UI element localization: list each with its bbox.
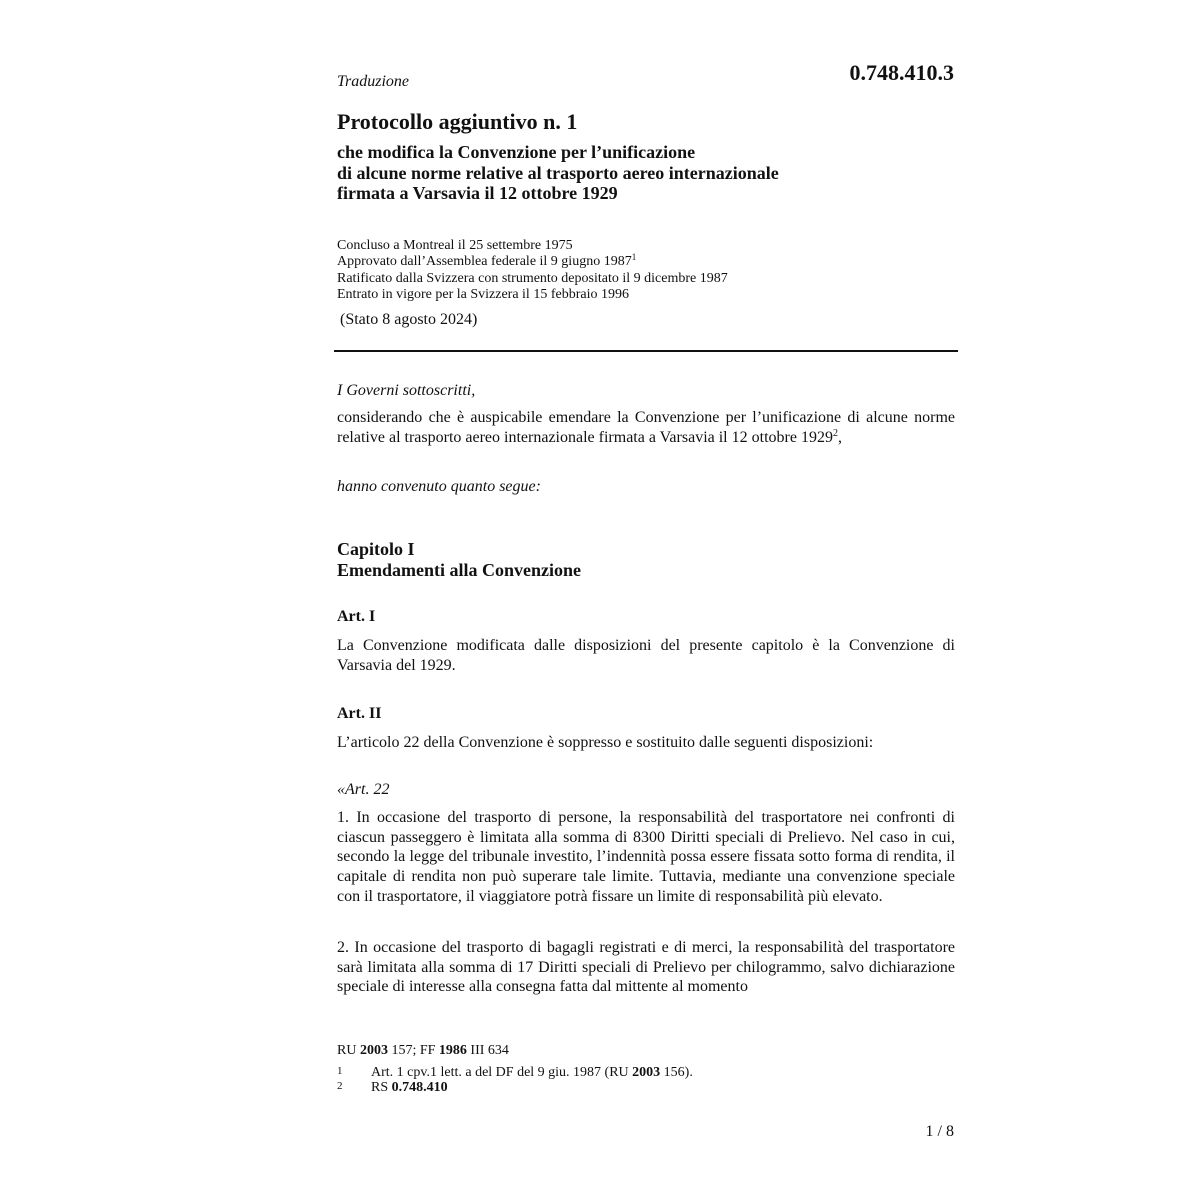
subtitle-line: di alcune norme relative al trasporto aereo internazionale (337, 162, 779, 183)
document-subtitle (337, 142, 779, 204)
translation-label: Traduzione (337, 73, 410, 90)
footnote-1: 1 Art. 1 cpv.1 lett. a del DF del 9 giu. 1987 (RU 2003 156). (337, 1065, 693, 1080)
chapter-heading (337, 539, 581, 581)
footnote-2: 2 RS 0.748.410 (337, 1080, 448, 1095)
chapter-number: Capitolo I (337, 539, 415, 559)
meta-state: (Stato 8 agosto 2024) (340, 311, 478, 328)
quoted-article-heading: «Art. 22 (337, 781, 390, 798)
meta-approved: Approvato dall’Assemblea federale il 9 giugno 1987$^1$ (337, 252, 637, 270)
footnote-ref[interactable]: 1 (631, 252, 637, 263)
sr-number: 0.748.410.3 (849, 60, 954, 85)
document-metadata (337, 238, 728, 304)
quoted-paragraph: 2. In occasione del trasporto di bagagli registrati e di merci, la responsabilità del trasportatore sarà limitata alla somma di 17 Diritti speciali di Prelievo per chilogrammo, salvo dichiarazione speciale di interesse alla consegna fatta dal mittente al momento (337, 939, 955, 996)
header-divider (334, 350, 958, 352)
footnote-source: RU 2003 157; FF 1986 III 634 (337, 1043, 509, 1058)
article-text: La Convenzione modificata dalle disposizioni del presente capitolo è la Convenzione di Varsavia del 1929. (337, 637, 955, 674)
quoted-paragraph: 1. In occasione del trasporto di persone, la responsabilità del trasportatore nei confronti di ciascun passeggero è limitata alla somma di 8300 Diritti speciali di Prelievo. Nel caso in cui, secondo la legge del tribunale investito, l’indennità possa essere fissata sotto forma di rendita, il capitale di rendita non può superare tale limite. Tuttavia, mediante una convenzione speciale con il trasportatore, il viaggiatore potrà fissare un limite di responsabilità più elevato. (337, 809, 955, 905)
page-number: 1 / 8 (925, 1123, 954, 1140)
preamble-considering: considerando che è auspicabile emendare la Convenzione per l’unificazione di alcune norme relative al trasporto aereo internazionale firmata a Varsavia il 12 ottobre 1929$^2$, (337, 409, 955, 446)
article-heading: Art. I (337, 608, 376, 625)
meta-in-force: Entrato in vigore per la Svizzera il 15 febbraio 1996 (337, 287, 629, 303)
meta-ratified: Ratificato dalla Svizzera con strumento depositato il 9 dicembre 1987 (337, 270, 728, 286)
article-heading: Art. II (337, 705, 382, 722)
subtitle-line: firmata a Varsavia il 12 ottobre 1929 (337, 183, 618, 203)
footnote-ref[interactable]: 2 (832, 427, 838, 439)
meta-concluded: Concluso a Montreal il 25 settembre 1975 (337, 238, 573, 253)
preamble-agreed: hanno convenuto quanto segue: (337, 478, 541, 495)
document-title: Protocollo aggiuntivo n. 1 (337, 109, 578, 134)
preamble-governments: I Governi sottoscritti, (337, 382, 476, 399)
subtitle-line: che modifica la Convenzione per l’unificazione (337, 142, 696, 162)
chapter-title: Emendamenti alla Convenzione (337, 560, 582, 580)
article-text: L’articolo 22 della Convenzione è soppresso e sostituito dalle seguenti disposizioni: (337, 734, 874, 751)
